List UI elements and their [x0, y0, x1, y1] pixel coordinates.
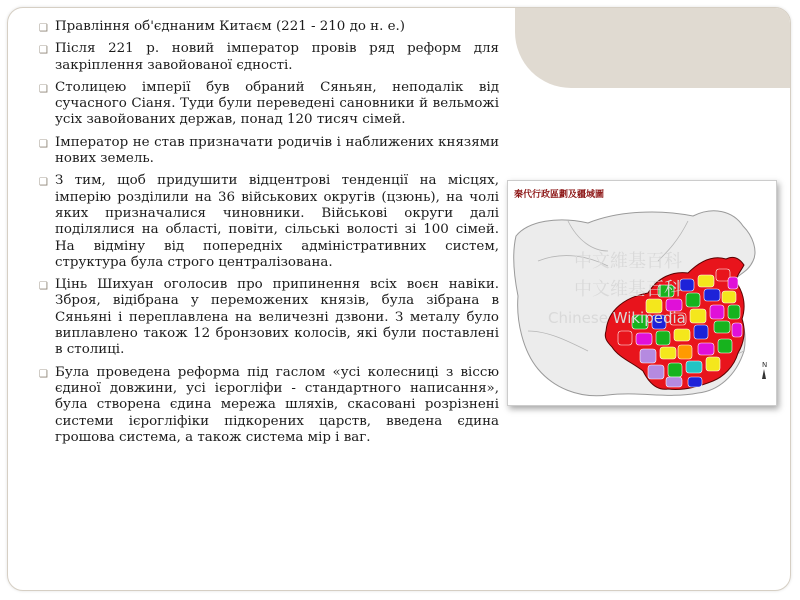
- map-region: [640, 349, 656, 363]
- bullet-icon: ❑: [39, 281, 48, 293]
- map-region: [674, 329, 690, 341]
- compass-icon: N: [762, 361, 768, 369]
- paragraph-weapons: ❑ Цінь Шихуан оголосив про припинення всіх воєн навіки. Зброя, відібрана у переможених князів, була зібрана в Сяньяні і переплавлена на величезні дзвони. З металу було виплавлено також 12 бронзових колосів, які були поставлені в столиці.: [39, 277, 499, 358]
- map-region: [722, 291, 736, 303]
- bullet-icon: ❑: [39, 177, 48, 189]
- qin-map-image: [507, 180, 777, 406]
- map-region: [680, 279, 694, 291]
- paragraph-standardization: ❑ Була проведена реформа під гаслом «усі колесниці з віссю єдиної довжини, усі ієрогліфи - стандартного написання», була створена єдина мережа шляхів, скасовані розрізнені системи ієрогліфіки підкорених царств, введена єдина грошова система, а також система мір і ваг.: [39, 364, 499, 445]
- slide: [7, 7, 791, 591]
- map-region: [694, 325, 708, 339]
- bullet-icon: ❑: [39, 368, 48, 380]
- map-region: [636, 333, 652, 345]
- map-region: [732, 323, 742, 337]
- map-region: [704, 289, 720, 301]
- bullet-icon: ❑: [39, 138, 48, 150]
- map-region: [688, 377, 702, 387]
- map-region: [648, 365, 664, 379]
- map-region: [666, 377, 682, 387]
- map-region: [668, 363, 682, 377]
- watermark-line-1: 中文維基百科: [574, 251, 682, 272]
- map-region: [698, 343, 714, 355]
- map-region: [714, 321, 730, 333]
- bullet-icon: ❑: [39, 45, 48, 57]
- paragraph-relatives: ❑ Імператор не став призначати родичів і наближених князями нових земель.: [39, 134, 499, 167]
- map-title: 秦代行政區劃及疆域圖: [514, 187, 604, 200]
- map-region: [728, 305, 740, 319]
- map-region: [728, 277, 738, 289]
- map-region: [698, 275, 714, 287]
- map-region: [656, 331, 670, 345]
- watermark-line-2: 中文维基百科: [574, 279, 682, 300]
- map-region: [718, 339, 732, 353]
- map-region: [686, 293, 700, 307]
- paragraph-title: ❑ Правління об'єднаним Китаєм (221 - 210 до н. е.): [41, 19, 499, 35]
- bullet-icon: ❑: [39, 83, 48, 95]
- text-content: [41, 19, 499, 452]
- map-region: [710, 305, 724, 319]
- map-region: [660, 347, 676, 359]
- map-region: [618, 331, 632, 345]
- qin-map-graphic: [508, 181, 776, 405]
- map-region: [690, 309, 706, 323]
- paragraph-capital: ❑ Столицею імперії був обраний Сяньян, неподалік від сучасного Сіаня. Туди були переведені сановники й вельможі усіх завойованих держав, понад 120 тисяч сімей.: [39, 79, 499, 128]
- slide-corner-tab: [515, 8, 791, 88]
- watermark-line-3: Chinese Wikipedia: [548, 309, 686, 327]
- paragraph-districts: ❑ З тим, щоб придушити відцентрові тенденції на місцях, імперію розділили на 36 військових округів (цзюнь), на чолі яких призначалися чиновники. Військові округи далі поділялися на області, повіти, сільські волості зі 100 сімей. На відміну від попередніх адміністративних систем, структура була строго централізована.: [39, 173, 499, 270]
- paragraph-reforms: ❑ Після 221 р. новий імператор провів ряд реформ для закріплення завойованої єдності.: [39, 41, 499, 73]
- map-region: [686, 361, 702, 373]
- map-region: [706, 357, 720, 371]
- bullet-icon: ❑: [39, 23, 48, 34]
- map-region: [678, 345, 692, 359]
